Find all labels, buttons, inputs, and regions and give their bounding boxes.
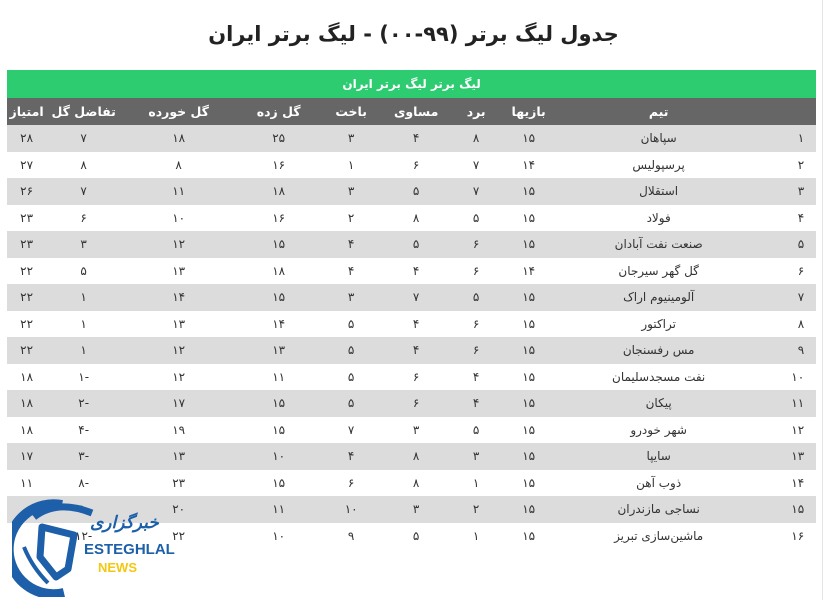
cell-goal-diff: ۶ — [46, 205, 121, 232]
logo-esteghlal-text: ESTEGHLAL — [84, 541, 175, 558]
cell-team: شهر خودرو — [556, 417, 761, 444]
cell-points: ۲۲ — [7, 258, 46, 285]
page-title: جدول لیگ برتر (۹۹-۰۰) - لیگ برتر ایران — [208, 22, 619, 46]
cell-points: ۲۳ — [7, 231, 46, 258]
cell-goals-for: ۱۳ — [236, 337, 321, 364]
cell-goal-diff: -۱۲ — [46, 523, 121, 550]
cell-goals-for: ۱۶ — [236, 205, 321, 232]
cell-win: ۷ — [451, 152, 501, 179]
header-goals-for: گل زده — [236, 98, 321, 125]
cell-goal-diff: ۱ — [46, 311, 121, 338]
cell-draw: ۳ — [381, 496, 451, 523]
cell-played: ۱۵ — [501, 417, 556, 444]
cell-goals-against: ۱۲ — [121, 231, 236, 258]
cell-goals-against: ۱۳ — [121, 258, 236, 285]
table-caption: لیگ برتر لیگ برتر ایران — [7, 70, 816, 98]
cell-loss: ۴ — [321, 443, 381, 470]
cell-draw: ۶ — [381, 390, 451, 417]
cell-goals-for: ۱۵ — [236, 231, 321, 258]
cell-draw: ۵ — [381, 231, 451, 258]
cell-win: ۴ — [451, 364, 501, 391]
cell-loss: ۴ — [321, 258, 381, 285]
table-row — [7, 311, 816, 338]
cell-win: ۶ — [451, 231, 501, 258]
cell-win: ۷ — [451, 178, 501, 205]
header-goal-diff: تفاضل گل — [46, 98, 121, 125]
cell-team: آلومینیوم اراک — [556, 284, 761, 311]
cell-team: پرسپولیس — [556, 152, 761, 179]
esteghlal-news-logo — [12, 497, 175, 597]
cell-win: ۸ — [451, 125, 501, 152]
cell-goals-against: ۲۲ — [121, 523, 236, 550]
cell-points: ۱۸ — [7, 417, 46, 444]
cell-points: ۱۷ — [7, 443, 46, 470]
cell-goals-against: ۱۰ — [121, 205, 236, 232]
cell-played: ۱۵ — [501, 231, 556, 258]
cell-points: ۱۸ — [7, 364, 46, 391]
cell-loss: ۳ — [321, 125, 381, 152]
cell-win: ۵ — [451, 417, 501, 444]
cell-draw: ۶ — [381, 364, 451, 391]
cell-loss: ۳ — [321, 178, 381, 205]
cell-loss: ۵ — [321, 337, 381, 364]
cell-goals-against: ۲۰ — [121, 496, 236, 523]
cell-loss: ۵ — [321, 364, 381, 391]
cell-rank: ۲ — [761, 152, 816, 179]
logo-persian-text: خبرگزاری — [90, 513, 159, 533]
table-row — [7, 178, 816, 205]
table-row — [7, 417, 816, 444]
cell-goal-diff: ۸ — [46, 152, 121, 179]
cell-goals-against: ۸ — [121, 152, 236, 179]
cell-win: ۶ — [451, 311, 501, 338]
cell-win: ۴ — [451, 390, 501, 417]
cell-win: ۲ — [451, 496, 501, 523]
cell-win: ۱ — [451, 470, 501, 497]
cell-goals-against: ۱۲ — [121, 337, 236, 364]
cell-played: ۱۵ — [501, 364, 556, 391]
cell-team: استقلال — [556, 178, 761, 205]
cell-team: سپاهان — [556, 125, 761, 152]
cell-points: ۱۸ — [7, 390, 46, 417]
cell-rank: ۹ — [761, 337, 816, 364]
cell-goal-diff: -۲ — [46, 390, 121, 417]
cell-goals-against: ۱۱ — [121, 178, 236, 205]
cell-rank: ۳ — [761, 178, 816, 205]
cell-loss: ۲ — [321, 205, 381, 232]
cell-goal-diff: ۷ — [46, 125, 121, 152]
cell-draw: ۴ — [381, 125, 451, 152]
cell-team: پیکان — [556, 390, 761, 417]
cell-played: ۱۵ — [501, 311, 556, 338]
cell-points: ۲۲ — [7, 284, 46, 311]
cell-points: ۲۸ — [7, 125, 46, 152]
cell-loss: ۹ — [321, 523, 381, 550]
cell-goal-diff: -۱ — [46, 364, 121, 391]
cell-loss: ۷ — [321, 417, 381, 444]
cell-goals-for: ۱۵ — [236, 390, 321, 417]
cell-goals-for: ۱۰ — [236, 523, 321, 550]
cell-goals-for: ۱۱ — [236, 496, 321, 523]
cell-goals-against: ۱۹ — [121, 417, 236, 444]
cell-goals-against: ۱۷ — [121, 390, 236, 417]
cell-goals-against: ۲۳ — [121, 470, 236, 497]
cell-win: ۶ — [451, 258, 501, 285]
table-row — [7, 284, 816, 311]
table-row — [7, 205, 816, 232]
cell-loss: ۵ — [321, 390, 381, 417]
cell-points: ۲۳ — [7, 205, 46, 232]
cell-played: ۱۵ — [501, 443, 556, 470]
cell-loss: ۴ — [321, 231, 381, 258]
cell-team: گل گهر سیرجان — [556, 258, 761, 285]
table-row — [7, 152, 816, 179]
header-played: بازیها — [501, 98, 556, 125]
table-row — [7, 337, 816, 364]
cell-goals-for: ۱۴ — [236, 311, 321, 338]
cell-points: ۲۲ — [7, 337, 46, 364]
table-row — [7, 231, 816, 258]
cell-played: ۱۵ — [501, 284, 556, 311]
cell-rank: ۶ — [761, 258, 816, 285]
cell-goal-diff: -۹ — [46, 496, 121, 523]
cell-draw: ۸ — [381, 470, 451, 497]
table-row — [7, 258, 816, 285]
header-rank — [761, 98, 816, 125]
cell-rank: ۱ — [761, 125, 816, 152]
cell-loss: ۳ — [321, 284, 381, 311]
cell-played: ۱۵ — [501, 496, 556, 523]
header-team: تیم — [556, 98, 761, 125]
cell-win: ۶ — [451, 337, 501, 364]
cell-played: ۱۵ — [501, 390, 556, 417]
cell-goals-against: ۱۳ — [121, 443, 236, 470]
cell-goals-for: ۱۶ — [236, 152, 321, 179]
cell-points: ۲۶ — [7, 178, 46, 205]
cell-draw: ۶ — [381, 152, 451, 179]
cell-rank: ۱۳ — [761, 443, 816, 470]
header-points: امتیاز — [7, 98, 46, 125]
cell-rank: ۱۵ — [761, 496, 816, 523]
cell-loss: ۱۰ — [321, 496, 381, 523]
cell-played: ۱۵ — [501, 523, 556, 550]
cell-rank: ۸ — [761, 311, 816, 338]
cell-goal-diff: -۴ — [46, 417, 121, 444]
cell-rank: ۵ — [761, 231, 816, 258]
cell-draw: ۷ — [381, 284, 451, 311]
cell-goal-diff: ۱ — [46, 284, 121, 311]
table-row — [7, 443, 816, 470]
cell-team: مس رفسنجان — [556, 337, 761, 364]
cell-draw: ۵ — [381, 178, 451, 205]
cell-goals-for: ۱۵ — [236, 470, 321, 497]
cell-goal-diff: ۳ — [46, 231, 121, 258]
cell-team: فولاد — [556, 205, 761, 232]
cell-draw: ۳ — [381, 417, 451, 444]
cell-played: ۱۵ — [501, 470, 556, 497]
cell-win: ۱ — [451, 523, 501, 550]
cell-team: ذوب آهن — [556, 470, 761, 497]
cell-goals-against: ۱۸ — [121, 125, 236, 152]
table-row — [7, 125, 816, 152]
cell-loss: ۵ — [321, 311, 381, 338]
cell-played: ۱۵ — [501, 205, 556, 232]
cell-rank: ۱۶ — [761, 523, 816, 550]
cell-draw: ۸ — [381, 443, 451, 470]
cell-goal-diff: -۳ — [46, 443, 121, 470]
cell-played: ۱۴ — [501, 152, 556, 179]
cell-team: نفت مسجدسلیمان — [556, 364, 761, 391]
cell-goal-diff: ۱ — [46, 337, 121, 364]
cell-goals-for: ۱۰ — [236, 443, 321, 470]
cell-goals-against: ۱۲ — [121, 364, 236, 391]
cell-rank: ۱۰ — [761, 364, 816, 391]
cell-goals-for: ۱۵ — [236, 417, 321, 444]
cell-rank: ۴ — [761, 205, 816, 232]
header-draw: مساوی — [381, 98, 451, 125]
cell-win: ۵ — [451, 205, 501, 232]
cell-draw: ۴ — [381, 337, 451, 364]
cell-team: تراکتور — [556, 311, 761, 338]
cell-win: ۵ — [451, 284, 501, 311]
cell-played: ۱۵ — [501, 337, 556, 364]
cell-team: صنعت نفت آبادان — [556, 231, 761, 258]
cell-played: ۱۵ — [501, 178, 556, 205]
cell-team: سایپا — [556, 443, 761, 470]
cell-draw: ۴ — [381, 311, 451, 338]
cell-goal-diff: -۸ — [46, 470, 121, 497]
cell-goal-diff: ۷ — [46, 178, 121, 205]
cell-goals-for: ۱۸ — [236, 178, 321, 205]
cell-points: ۲۷ — [7, 152, 46, 179]
cell-loss: ۶ — [321, 470, 381, 497]
table-row — [7, 364, 816, 391]
cell-loss: ۱ — [321, 152, 381, 179]
cell-win: ۳ — [451, 443, 501, 470]
cell-team: نساجی مازندران — [556, 496, 761, 523]
cell-goal-diff: ۵ — [46, 258, 121, 285]
divider — [822, 0, 823, 600]
logo-news-text: NEWS — [98, 560, 137, 575]
standings-table — [7, 70, 816, 549]
cell-points: ۱۱ — [7, 470, 46, 497]
cell-draw: ۸ — [381, 205, 451, 232]
header-win: برد — [451, 98, 501, 125]
cell-goals-against: ۱۳ — [121, 311, 236, 338]
cell-played: ۱۴ — [501, 258, 556, 285]
cell-team: ماشین‌سازی تبریز — [556, 523, 761, 550]
cell-goals-for: ۱۸ — [236, 258, 321, 285]
cell-goals-for: ۱۵ — [236, 284, 321, 311]
header-loss: باخت — [321, 98, 381, 125]
cell-rank: ۱۲ — [761, 417, 816, 444]
cell-goals-for: ۱۱ — [236, 364, 321, 391]
cell-goals-for: ۲۵ — [236, 125, 321, 152]
cell-rank: ۷ — [761, 284, 816, 311]
cell-played: ۱۵ — [501, 125, 556, 152]
table-header-row — [7, 98, 816, 125]
cell-rank: ۱۱ — [761, 390, 816, 417]
cell-points: ۲۲ — [7, 311, 46, 338]
cell-draw: ۵ — [381, 523, 451, 550]
cell-goals-against: ۱۴ — [121, 284, 236, 311]
header-goals-against: گل خورده — [121, 98, 236, 125]
cell-rank: ۱۴ — [761, 470, 816, 497]
table-caption-row — [7, 70, 816, 98]
table-row — [7, 390, 816, 417]
cell-draw: ۴ — [381, 258, 451, 285]
table-row — [7, 470, 816, 497]
